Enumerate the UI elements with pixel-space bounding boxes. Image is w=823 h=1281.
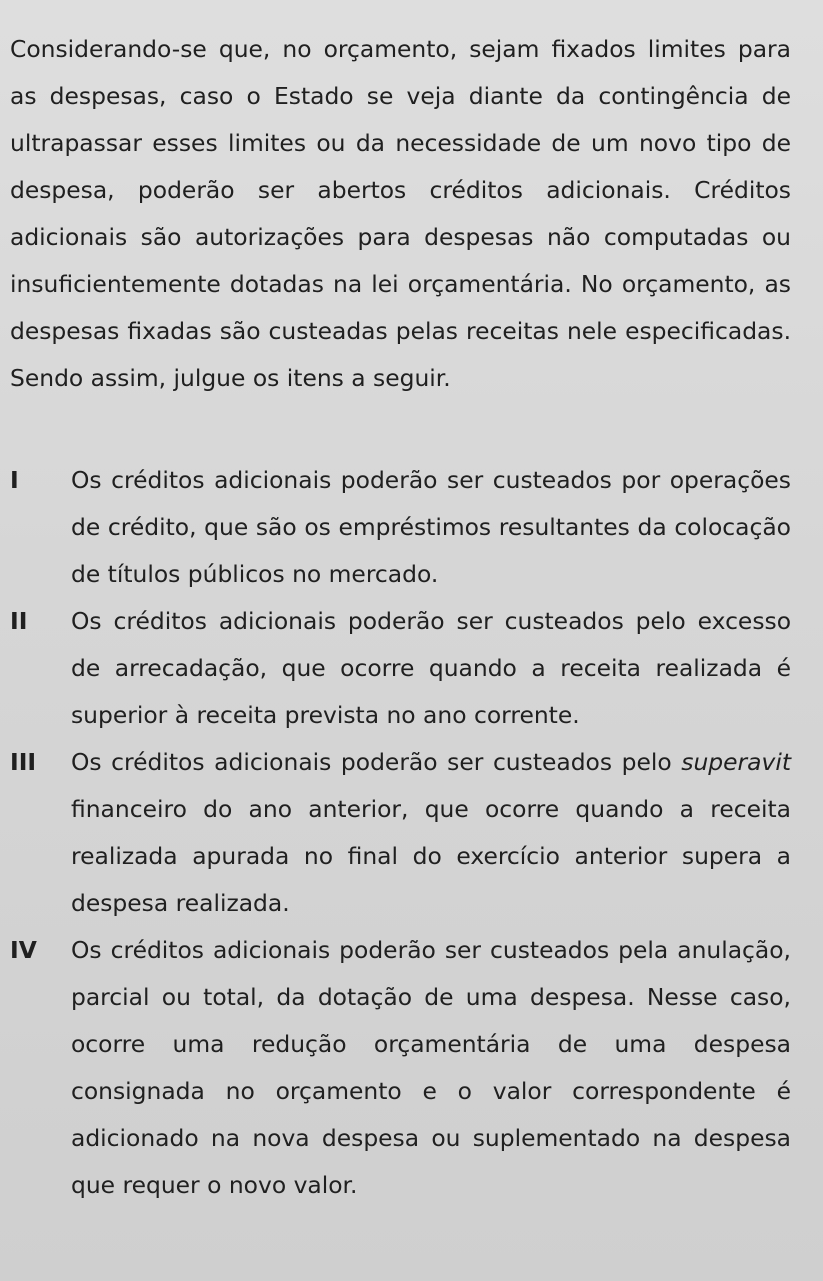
item-text: Os créditos adicionais poderão ser custeados pelo excesso de arrecadação, que ocorre quando a receita realizada é superior à receita prevista no ano corrente. <box>71 607 791 729</box>
item-numeral: III <box>10 748 37 776</box>
list-item <box>10 457 791 598</box>
item-text: Os créditos adicionais poderão ser custeados por operações de crédito, que são os empréstimos resultantes da colocação de títulos públicos no mercado. <box>71 466 791 588</box>
list-item <box>10 739 791 927</box>
item-numeral: IV <box>10 936 37 964</box>
item-numeral: I <box>10 466 19 494</box>
item-text <box>71 739 791 927</box>
item-text-italic: superavit <box>681 748 791 776</box>
items-list <box>10 457 791 1209</box>
intro-paragraph: Considerando-se que, no orçamento, sejam fixados limites para as despesas, caso o Estado se veja diante da contingência de ultrapassar esses limites ou da necessidade de um novo tipo de despesa, poderão ser abertos créditos adicionais. Créditos adicionais são autorizações para despesas não computadas ou insuficientemente dotadas na lei orçamentária. No orçamento, as despesas fixadas são custeadas pelas receitas nele especificadas. Sendo assim, julgue os itens a seguir. <box>10 35 791 392</box>
item-text-part: Os créditos adicionais poderão ser custeados pelo <box>71 748 682 776</box>
list-item <box>10 927 791 1209</box>
item-text: Os créditos adicionais poderão ser custeados pela anulação, parcial ou total, da dotação de uma despesa. Nesse caso, ocorre uma redução orçamentária de uma despesa consignada no orçamento e o valor correspondente é adicionado na nova despesa ou suplementado na despesa que requer o novo valor. <box>71 936 791 1199</box>
list-item <box>10 598 791 739</box>
item-numeral: II <box>10 607 28 635</box>
item-text-part: financeiro do ano anterior, que ocorre quando a receita realizada apurada no final do exercício anterior supera a despesa realizada. <box>71 795 791 917</box>
